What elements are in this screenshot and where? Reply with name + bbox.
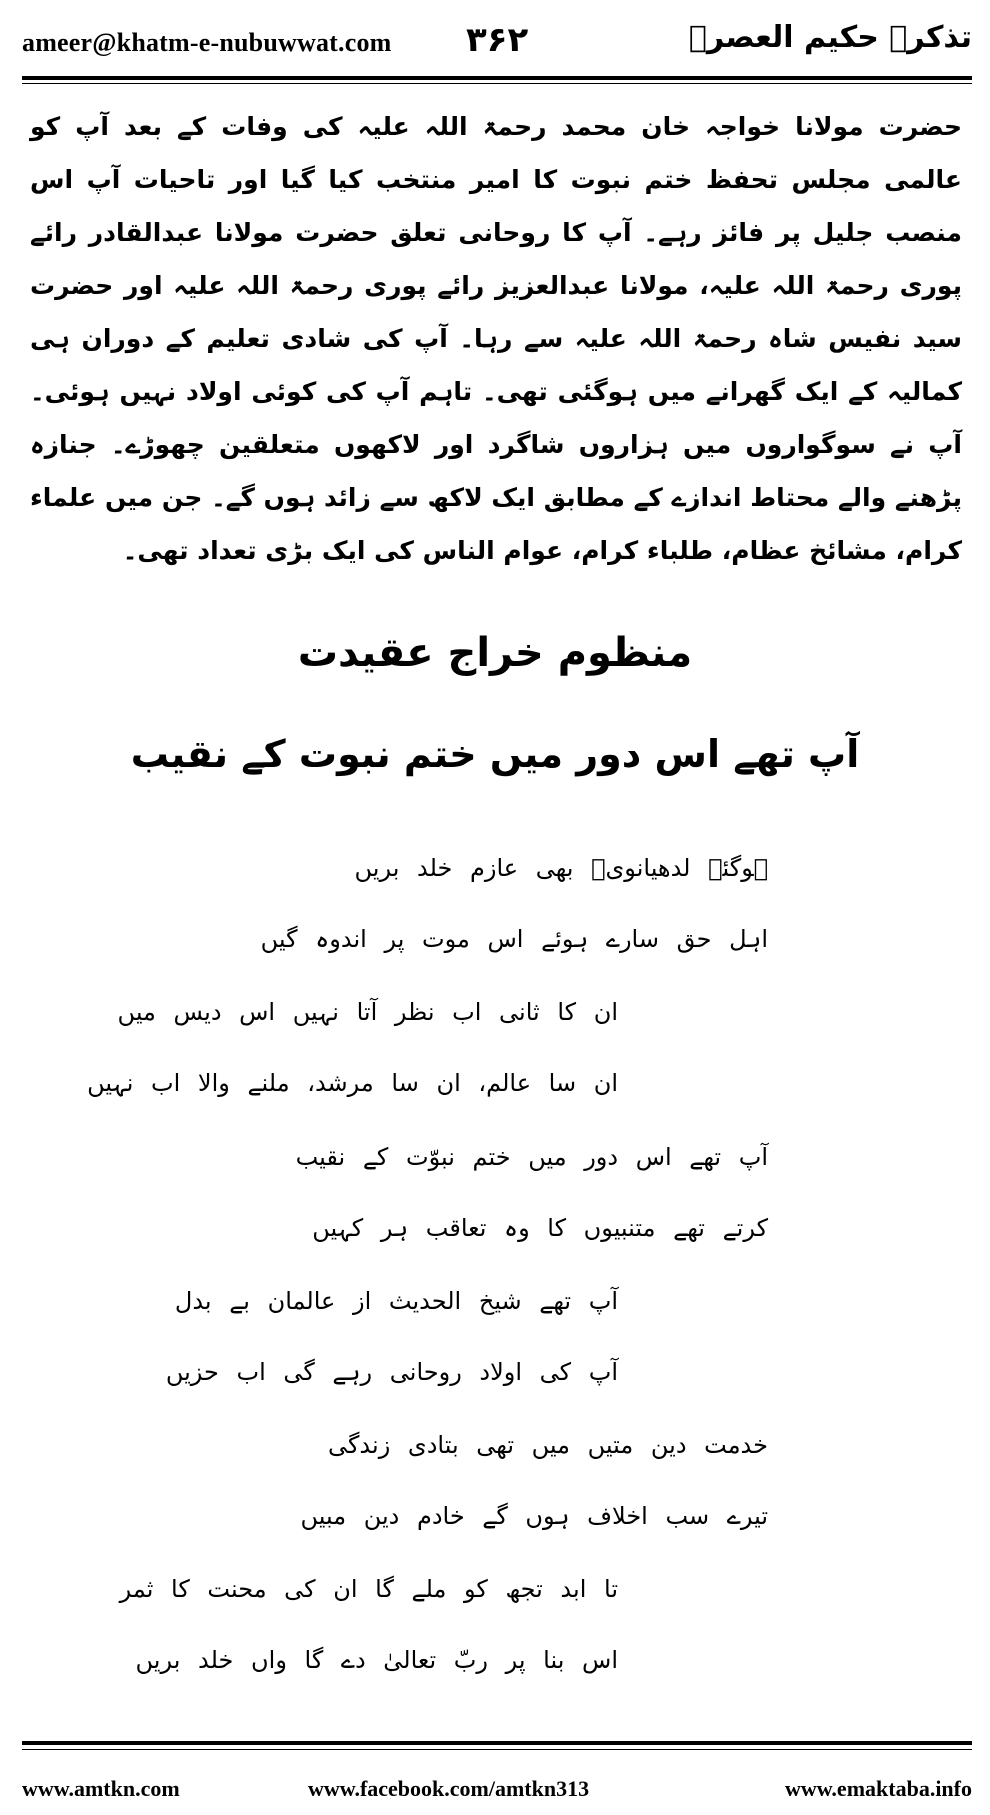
footer-rule-thin <box>22 1749 972 1750</box>
poem-title: آپ تھے اس دور میں ختم نبوت کے نقیب <box>130 732 860 776</box>
poem-verse: اہل حق سارے ہوئے اس موت پر اندوہ گیں <box>260 925 768 953</box>
section-heading: منظوم خراج عقیدت <box>297 630 693 676</box>
poem-verse: تا ابد تجھ کو ملے گا ان کی محنت کا ثمر <box>119 1575 618 1603</box>
book-title: تذکرہ حکیم العصرؒ <box>688 20 972 55</box>
poem-verse: کرتے تھے متنبیوں کا وہ تعاقب ہر کہیں <box>312 1214 768 1242</box>
poem-verse: خدمت دین متیں میں تھی بتادی زندگی <box>328 1431 768 1459</box>
poem-verse: تیرے سب اخلاف ہوں گے خادم دین مبیں <box>300 1502 768 1530</box>
page-footer <box>22 1776 972 1806</box>
poem-verse: اس بنا پر ربّ تعالیٰ دے گا واں خلد بریں <box>135 1646 618 1674</box>
page-number: ۳۶۲ <box>466 20 529 60</box>
footer-link-emaktaba[interactable]: www.emaktaba.info <box>784 1776 972 1801</box>
poem-verse: آپ تھے شیخ الحدیث از عالمان بے بدل <box>174 1287 618 1315</box>
poem-verse: ان کا ثانی اب نظر آتا نہیں اس دیس میں <box>117 998 618 1026</box>
poem-verse: ہوگئے لدھیانویؒ بھی عازم خلد بریں <box>354 854 768 882</box>
footer-link-facebook[interactable]: www.facebook.com/amtkn313 <box>308 1776 590 1801</box>
body-paragraph: حضرت مولانا خواجہ خان محمد رحمۃ اللہ علیہ کی وفات کے بعد آپ کو عالمی مجلس تحفظ ختم نبوت کا امیر منتخب کیا گیا اور تاحیات آپ اس منصب جلیل پر فائز رہے۔ آپ کا روحانی تعلق حضرت مولانا عبدالقادر رائے پوری رحمۃ اللہ علیہ، مولانا عبدالعزیز رائے پوری رحمۃ اللہ علیہ اور حضرت سید نفیس شاہ رحمۃ اللہ علیہ سے رہا۔ آپ کی شادی تعلیم کے دوران ہی کمالیہ کے ایک گھرانے میں ہوگئی تھی۔ تاہم آپ کی کوئی اولاد نہیں ہوئی۔ آپ نے سوگواروں میں ہزاروں شاگرد اور لاکھوں متعلقین چھوڑے۔ جنازہ پڑھنے والے محتاط اندازے کے مطابق ایک لاکھ سے زائد ہوں گے۔ جن میں علماء کرام، مشائخ عظام، طلباء کرام، عوام الناس کی ایک بڑی تعداد تھی۔ <box>30 112 962 565</box>
poem-verse: ان سا عالم، ان سا مرشد، ملنے والا اب نہیں <box>87 1069 618 1097</box>
footer-rule-thick <box>22 1741 972 1745</box>
footer-link-amtkn[interactable]: www.amtkn.com <box>22 1776 180 1801</box>
poem-verse: آپ کی اولاد روحانی رہے گی اب حزیں <box>165 1358 618 1386</box>
header-email: ameer@khatm-e-nubuwwat.com <box>22 28 392 57</box>
poem-verse: آپ تھے اس دور میں ختم نبوّت کے نقیب <box>295 1143 768 1171</box>
